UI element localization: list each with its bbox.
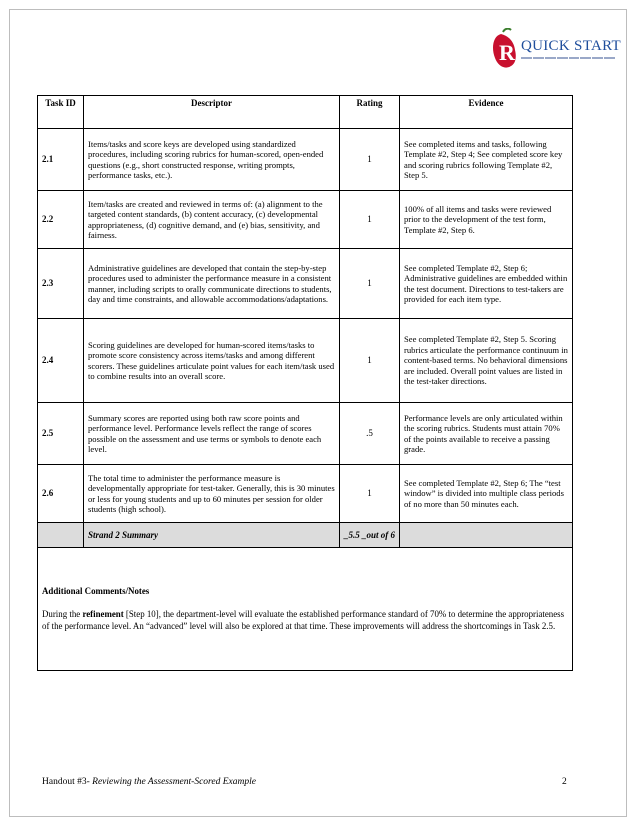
table-row [38, 191, 573, 249]
summary-row [38, 523, 573, 548]
rating-cell: 1 [340, 319, 400, 403]
evidence-cell: See completed items and tasks, following Template #2, Step 4; See completed score key and scoring rubrics following Template #2, Step 5. [400, 129, 573, 191]
table-row [38, 319, 573, 403]
table-row [38, 129, 573, 191]
header-descriptor: Descriptor [84, 96, 340, 129]
logo-wordmark: QUICK START [521, 38, 621, 54]
additional-notes-cell [38, 548, 573, 671]
task-id: 2.3 [38, 249, 84, 319]
descriptor-cell: Summary scores are reported using both raw score points and performance level. Performance levels reflect the range of scores possible on the assessment and use terms or symbols to denote each level. [84, 403, 340, 465]
descriptor-cell: Scoring guidelines are developed for human-scored items/tasks to promote score consistency across items/tasks and among different scorers. These guidelines articulate point values for each item/task used to combine results into an overall score. [84, 319, 340, 403]
rating-cell: 1 [340, 191, 400, 249]
task-id: 2.5 [38, 403, 84, 465]
footer-handout-title [42, 777, 256, 787]
rating-cell: .5 [340, 403, 400, 465]
descriptor-cell: Item/tasks are created and reviewed in terms of: (a) alignment to the targeted content standards, (b) content accuracy, (c) developmental appropriateness, (d) cognitive demand, and (e) bias, sensitivity, and fairness. [84, 191, 340, 249]
evidence-cell: 100% of all items and tasks were reviewed prior to the development of the test form, Template #2, Step 6. [400, 191, 573, 249]
task-id: 2.4 [38, 319, 84, 403]
logo-tagline-rule [521, 57, 615, 60]
notes-row [38, 548, 573, 671]
notes-text-end: [Step 10], the department-level will evaluate the established performance standard of 70% to determine the appropriateness of the performance level. An “advanced” level will also be explored at that time. These improvements will address the shortcomings in Task 2.5. [42, 609, 565, 631]
descriptor-cell: Administrative guidelines are developed that contain the step-by-step procedures used to administer the performance measure in a consistent manner, including scripts to orally communicate directions to students, day and time constraints, and allowable accommodations/adaptations. [84, 249, 340, 319]
evidence-cell: Performance levels are only articulated within the scoring rubrics. Students must attain 70% of the points available to receive a passing grade. [400, 403, 573, 465]
rating-cell: 1 [340, 249, 400, 319]
notes-title: Additional Comments/Notes [42, 585, 150, 596]
task-id: 2.2 [38, 191, 84, 249]
assessment-rubric-table [37, 95, 573, 671]
svg-text:R: R [499, 40, 515, 65]
descriptor-cell: Items/tasks and score keys are developed using standardized procedures, including scoring rubrics for human-scored, open-ended questions (e.g., short constructed response, writing prompts, performance tasks, etc.). [84, 129, 340, 191]
summary-label: Strand 2 Summary [84, 523, 340, 548]
rating-cell: 1 [340, 129, 400, 191]
descriptor-cell: The total time to administer the performance measure is developmentally appropriate for test-taker. Generally, this is 30 minutes or less for young students and up to 60 minutes per session for older students (high school). [84, 465, 340, 523]
summary-evidence-blank [400, 523, 573, 548]
table-row [38, 465, 573, 523]
footer-italic-title: Reviewing the Assessment-Scored Example [92, 777, 256, 787]
notes-text-start: During the [42, 609, 83, 620]
header-evidence: Evidence [400, 96, 573, 129]
notes-bold-term: refinement [82, 609, 124, 620]
footer-prefix: Handout #3- [42, 777, 93, 787]
task-id: 2.1 [38, 129, 84, 191]
notes-body [42, 609, 568, 632]
evidence-cell: See completed Template #2, Step 6; The “test window” is divided into multiple class periods of no more than 50 minutes each. [400, 465, 573, 523]
evidence-cell: See completed Template #2, Step 5. Scoring rubrics articulate the performance continuum in content-based terms. No behavioral dimensions are included. Overall point values are listed in the test-taker directions. [400, 319, 573, 403]
summary-rating: _5.5 _out of 6 [340, 523, 400, 548]
footer-page-number: 2 [562, 777, 567, 787]
evidence-cell: See completed Template #2, Step 6; Administrative guidelines are embedded within the test document. Directions to test-takers are provided for each item type. [400, 249, 573, 319]
summary-blank-cell [38, 523, 84, 548]
table-header-row [38, 96, 573, 129]
table-row [38, 249, 573, 319]
table-row [38, 403, 573, 465]
header-rating: Rating [340, 96, 400, 129]
header-task-id: Task ID [38, 96, 84, 129]
rating-cell: 1 [340, 465, 400, 523]
task-id: 2.6 [38, 465, 84, 523]
